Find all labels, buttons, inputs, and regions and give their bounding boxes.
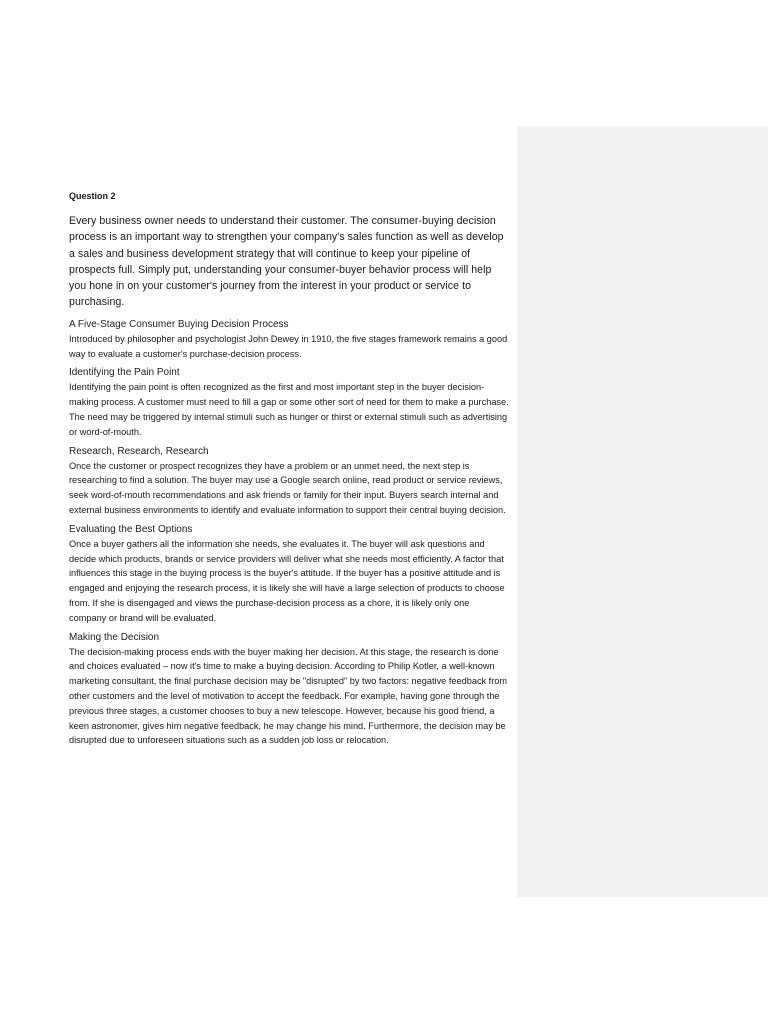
- document-body: [69, 189, 509, 753]
- section-research: [69, 445, 509, 518]
- section-heading: Research, Research, Research: [69, 445, 209, 457]
- section-body: The decision-making process ends with the buyer making her decision. At this stage, the research is done and choices evaluated – now it's time to make a buying decision. According to Philip Kotler, a well-known marketing consultant, the final purchase decision may be "disrupted" by two factors: negative feedback from other customers and the level of motivation to accept the feedback. For example, having gone through the previous three stages, a customer chooses to buy a new telescope. However, because his good friend, a keen astronomer, gives him negative feedback, he may change his mind. Furthermore, the decision may be disrupted due to unforeseen situations such as a sudden job loss or relocation.: [69, 646, 508, 746]
- comment-pane: [517, 126, 768, 897]
- section-pain-point: [69, 366, 509, 439]
- section-body: Identifying the pain point is often recognized as the first and most important step in the buyer decision-making process. A customer must need to fill a gap or some other sort of need for them to make a purchase. The need may be triggered by internal stimuli such as hunger or thirst or external stimuli such as advertising or word-of-mouth.: [69, 382, 509, 437]
- section-body: Introduced by philosopher and psychologist John Dewey in 1910, the five stages framework remains a good way to evaluate a customer's purchase-decision process.: [69, 333, 508, 359]
- section-heading: Making the Decision: [69, 631, 160, 643]
- section-heading: Identifying the Pain Point: [69, 367, 180, 379]
- section-evaluating: [69, 523, 509, 626]
- section-heading: A Five-Stage Consumer Buying Decision Process: [69, 318, 289, 330]
- section-body: Once the customer or prospect recognizes they have a problem or an unmet need, the next step is researching to find a solution. The buyer may use a Google search online, read product or service reviews, seek word-of-mouth recommendations and ask friends or family for their input. Buyers search internal and external business environments to identify and evaluate information to support their central buying decision.: [69, 460, 506, 515]
- section-heading: Evaluating the Best Options: [69, 523, 193, 535]
- question-label: Question 2: [69, 191, 116, 201]
- section-decision: [69, 631, 509, 749]
- intro-paragraph: Every business owner needs to understand their customer. The consumer-buying decision process is an important way to strengthen your company's sales function as well as develop a sales and business development strategy that will continue to keep your pipeline of prospects full. Simply put, understanding your consumer-buyer behavior process will help you hone in on your customer's journey from the interest in your product or service to purchasing.: [69, 215, 504, 309]
- section-body: Once a buyer gathers all the information she needs, she evaluates it. The buyer will ask questions and decide which products, brands or service providers will deliver what she needs most efficiently. A factor that influences this stage in the buying process is the buyer's attitude. If the buyer has a positive attitude and is engaged and enjoying the research process, it is likely she will have a large selection of products to choose from. If she is disengaged and views the purchase-decision process as a chore, it is likely only one company or brand will be evaluated.: [69, 538, 505, 623]
- section-five-stage: [69, 318, 509, 362]
